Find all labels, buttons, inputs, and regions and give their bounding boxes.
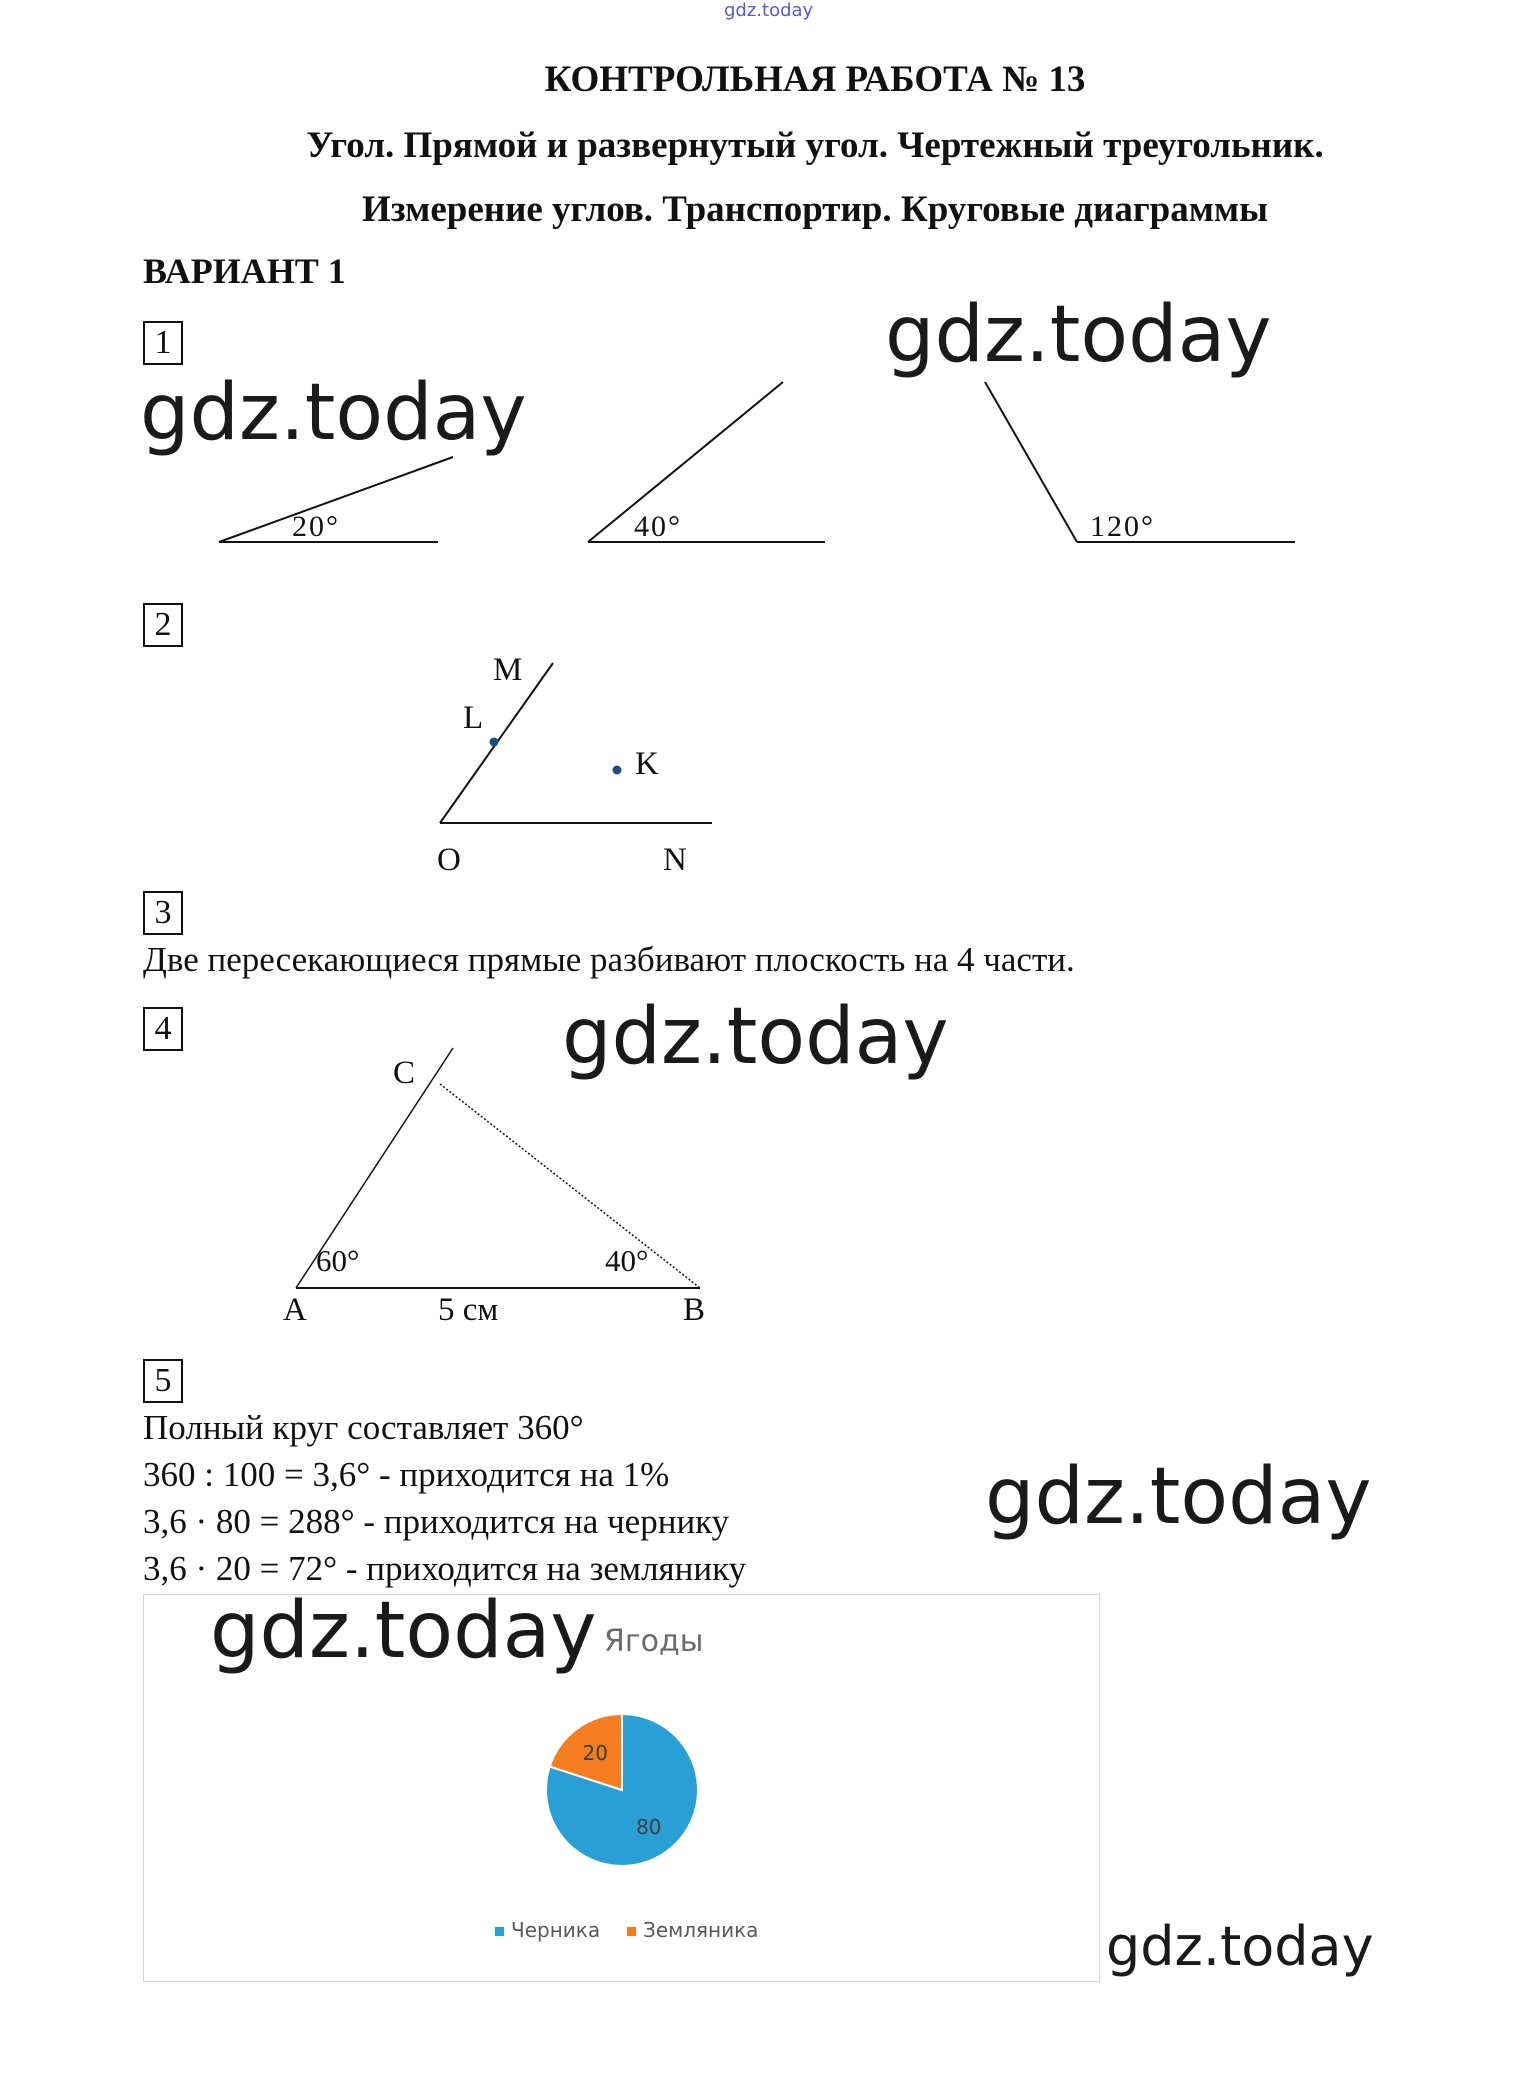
watermark: gdz.today — [1106, 1915, 1374, 1978]
pie-data-label: 80 — [636, 1814, 662, 1839]
page-subtitle: Угол. Прямой и развернутый угол. Чертежный треугольник. — [306, 125, 1324, 166]
watermark: gdz.today — [562, 992, 949, 1082]
label-m: M — [493, 652, 523, 688]
angle-label: 20° — [292, 510, 340, 543]
point-k — [613, 766, 622, 775]
label-l: L — [463, 700, 484, 736]
label-k: K — [635, 746, 659, 782]
legend-swatch — [495, 1927, 504, 1936]
watermark: gdz.today — [140, 368, 527, 458]
angle-ray — [588, 382, 783, 542]
page-subtitle: Измерение углов. Транспортир. Круговые диаграммы — [362, 189, 1268, 230]
legend-label: Черника — [511, 1918, 601, 1942]
label-a: A — [283, 1292, 307, 1328]
task5-line: 3,6 · 80 = 288° - приходится на чернику — [143, 1502, 730, 1541]
pie-chart-frame — [143, 1594, 1100, 1982]
task-number: 1 — [143, 321, 183, 365]
task5-line: 360 : 100 = 3,6° - приходится на 1% — [143, 1455, 670, 1494]
angle-b-label: 40° — [605, 1243, 649, 1278]
watermark-top: gdz.today — [724, 0, 814, 21]
chart-title: Ягоды — [604, 1624, 704, 1659]
angle-a-label: 60° — [316, 1243, 360, 1278]
angle-label: 120° — [1090, 510, 1155, 543]
task5-line: 3,6 · 20 = 72° - приходится на землянику — [143, 1549, 747, 1588]
pie-chart — [144, 1595, 1099, 1981]
label-n: N — [663, 842, 687, 878]
watermark: gdz.today — [985, 1452, 1372, 1542]
task1-angles-figure — [0, 370, 1532, 550]
page-title: КОНТРОЛЬНАЯ РАБОТА № 13 — [544, 59, 1086, 100]
legend-swatch — [627, 1927, 636, 1936]
legend-label: Земляника — [643, 1918, 759, 1942]
task-number: 4 — [143, 1007, 183, 1051]
task-number: 2 — [143, 603, 183, 647]
label-b: B — [683, 1292, 706, 1328]
pie-data-label: 20 — [582, 1741, 608, 1766]
task-number: 5 — [143, 1359, 183, 1403]
side-length-label: 5 см — [438, 1292, 499, 1328]
task3-answer: Две пересекающиеся прямые разбивают плоскость на 4 части. — [143, 940, 1075, 979]
label-o: O — [437, 842, 461, 878]
task5-line: Полный круг составляет 360° — [143, 1408, 584, 1447]
point-l — [490, 738, 499, 747]
angle-ray — [985, 382, 1077, 542]
task2-angle-figure — [400, 650, 740, 850]
watermark: gdz.today — [885, 290, 1272, 380]
side-cb — [440, 1084, 700, 1288]
angle-label: 40° — [634, 510, 682, 543]
label-c: C — [393, 1055, 416, 1091]
task-number: 3 — [143, 891, 183, 935]
variant-heading: ВАРИАНТ 1 — [143, 251, 346, 291]
watermark: gdz.today — [210, 1586, 597, 1676]
